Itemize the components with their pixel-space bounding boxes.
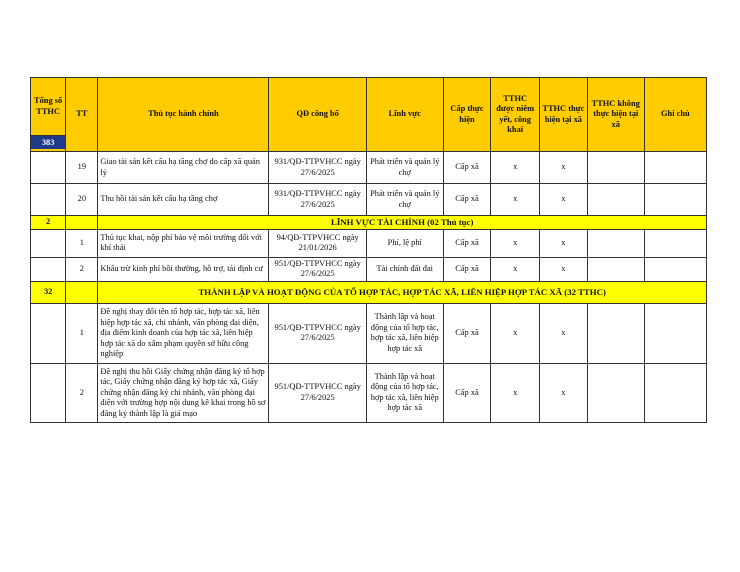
total-label: Tổng số TTHC [34,96,63,116]
row-field: Tài chính đất đai [366,257,443,281]
section-row-cooperative [31,281,707,303]
row-public: x [491,184,540,216]
row-procedure: Khấu trừ kinh phí bồi thường, hỗ trợ, tái định cư [98,257,269,281]
row-level: Cấp xã [443,152,491,184]
row-public: x [491,303,540,363]
row-procedure: Thủ tục khai, nộp phí bảo vệ môi trường đối với khí thải [98,229,269,257]
total-header [31,78,66,152]
note-header: Ghi chú [644,78,706,152]
row-procedure: Đề nghị thu hồi Giấy chứng nhận đăng ký tổ hợp tác, Giấy chứng nhận đăng ký hợp tác xã, Giấy chứng nhận đăng ký chi nhánh, văn phòng đại diện với trường hợp nội dung kê khai trong hồ sơ đăng ký thành lập là giả mạo [98,363,269,422]
row-procedure: Đề nghị thay đổi tên tổ hợp tác, hợp tác xã, liên hiệp hợp tác xã, chi nhánh, văn phòng đại diện, địa điểm kinh doanh của hợp tác xã, liên hiệp hợp tác xã do xâm phạm quyền sở hữu công nghiệp [98,303,269,363]
row-field: Phí, lệ phí [366,229,443,257]
table-row [31,184,707,216]
procedures-table [30,77,707,423]
section-count: 2 [31,216,66,230]
table-row [31,152,707,184]
row-at-commune: x [540,184,588,216]
row-at-commune: x [540,257,588,281]
table-row [31,229,707,257]
row-at-commune: x [540,229,588,257]
row-level: Cấp xã [443,303,491,363]
section-count: 32 [31,281,66,303]
total-count: 383 [31,135,65,149]
row-tt: 1 [66,229,98,257]
procedure-header: Thủ tục hành chính [98,78,269,152]
row-decision: 94/QĐ-TTPVHCC ngày 21/01/2026 [269,229,366,257]
row-field: Thành lập và hoạt động của tổ hợp tác, hợp tác xã, liên hiệp hợp tác xã [366,363,443,422]
at-commune-header: TTHC thực hiện tại xã [540,78,588,152]
row-public: x [491,152,540,184]
row-tt: 1 [66,303,98,363]
field-header: Lĩnh vực [366,78,443,152]
row-procedure: Giao tài sản kết cấu hạ tầng chợ do cấp xã quản lý [98,152,269,184]
row-public: x [491,257,540,281]
row-at-commune: x [540,152,588,184]
row-tt: 2 [66,363,98,422]
row-procedure: Thu hồi tài sản kết cấu hạ tầng chợ [98,184,269,216]
row-field: Thành lập và hoạt động của tổ hợp tác, hợp tác xã, liên hiệp hợp tác xã [366,303,443,363]
header-row [31,78,707,152]
row-public: x [491,229,540,257]
tt-header: TT [66,78,98,152]
not-at-commune-header: TTHC không thực hiện tại xã [587,78,644,152]
section-title: LĨNH VỰC TÀI CHÍNH (02 Thủ tục) [98,216,707,230]
row-tt: 20 [66,184,98,216]
section-row-finance [31,216,707,230]
row-level: Cấp xã [443,257,491,281]
row-decision: 951/QĐ-TTPVHCC ngày 27/6/2025 [269,303,366,363]
decision-header: QĐ công bố [269,78,366,152]
row-field: Phát triển và quản lý chợ [366,152,443,184]
row-decision: 931/QĐ-TTPVHCC ngày 27/6/2025 [269,152,366,184]
table-row [31,257,707,281]
row-field: Phát triển và quản lý chợ [366,184,443,216]
table-row [31,303,707,363]
row-level: Cấp xã [443,184,491,216]
public-header: TTHC được niêm yết, công khai [491,78,540,152]
table-row [31,363,707,422]
row-public: x [491,363,540,422]
row-decision: 951/QĐ-TTPVHCC ngày 27/6/2025 [269,257,366,281]
row-decision: 951/QĐ-TTPVHCC ngày 27/6/2025 [269,363,366,422]
row-at-commune: x [540,363,588,422]
row-level: Cấp xã [443,363,491,422]
row-decision: 931/QĐ-TTPVHCC ngày 27/6/2025 [269,184,366,216]
row-at-commune: x [540,303,588,363]
row-tt: 2 [66,257,98,281]
level-header: Cấp thực hiện [443,78,491,152]
row-level: Cấp xã [443,229,491,257]
section-title: THÀNH LẬP VÀ HOẠT ĐỘNG CỦA TỔ HỢP TÁC, HỢP TÁC XÃ, LIÊN HIỆP HỢP TÁC XÃ (32 TTHC) [98,281,707,303]
row-tt: 19 [66,152,98,184]
